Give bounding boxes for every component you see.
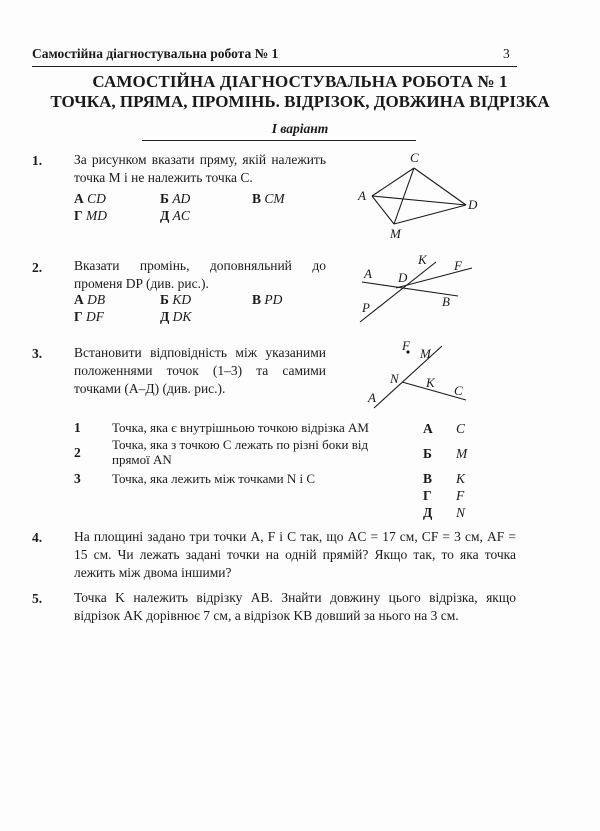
q3-left-text-3: Точка, яка лежить між точками N і C bbox=[112, 471, 316, 486]
q2-label-k: K bbox=[418, 252, 427, 267]
q1-option-c: В CM bbox=[252, 191, 285, 206]
q3-right-value-a: C bbox=[456, 421, 466, 436]
q3-right-letter-e: Д bbox=[423, 505, 433, 520]
q1-label-d: D bbox=[468, 197, 478, 212]
q3-label-c: C bbox=[454, 383, 463, 398]
q3-label-m: M bbox=[420, 346, 431, 361]
q3-number: 3. bbox=[32, 346, 43, 361]
q2-number: 2. bbox=[32, 260, 43, 275]
q2-figure-rays bbox=[352, 250, 482, 330]
q3-left-text-1: Точка, яка є внутрішньою точкою відрізка AM bbox=[112, 420, 369, 435]
q3-right-value-d: F bbox=[456, 488, 465, 503]
q3-right-value-c: K bbox=[456, 471, 466, 486]
page-title-line-1: САМОСТІЙНА ДІАГНОСТУВАЛЬНА РОБОТА № 1 bbox=[92, 72, 508, 91]
q3-right-letter-d: Г bbox=[423, 488, 432, 503]
q5-text: Точка K належить відрізку AB. Знайти довжину цього відрізка, якщо відрізок AK дорівнює 7 см, а відрізок KB довший за нього на 3 см. bbox=[74, 590, 516, 623]
q1-number: 1. bbox=[32, 153, 43, 168]
page-title-line-2: ТОЧКА, ПРЯМА, ПРОМІНЬ. ВІДРІЗОК, ДОВЖИНА ВІДРІЗКА bbox=[50, 92, 550, 111]
q1-line-cd bbox=[414, 168, 466, 205]
q1-line-md bbox=[394, 205, 466, 224]
q1-option-a: А CD bbox=[74, 191, 106, 206]
q1-option-d: Г MD bbox=[74, 208, 107, 223]
q3-left-number-2: 2 bbox=[74, 445, 81, 460]
q3-label-a: A bbox=[368, 390, 376, 405]
q1-text: За рисунком вказати пряму, якій належить точка M і не належить точка C. bbox=[74, 152, 326, 185]
q1-line-ac bbox=[372, 168, 414, 196]
q3-right-letter-b: Б bbox=[423, 446, 432, 461]
q1-line-ad bbox=[372, 196, 466, 205]
q2-label-f: F bbox=[454, 258, 462, 273]
q2-label-b: B bbox=[442, 294, 450, 309]
q3-figure-lines bbox=[362, 340, 482, 412]
q2-label-p: P bbox=[362, 300, 370, 315]
q1-line-am bbox=[372, 196, 394, 224]
page-number: 3 bbox=[503, 46, 510, 61]
q2-text: Вказати промінь, доповняльний до променя DP (див. рис.). bbox=[74, 258, 326, 291]
variant-heading: І варіант bbox=[271, 121, 329, 136]
q3-right-value-b: M bbox=[456, 446, 468, 461]
header-divider bbox=[32, 66, 517, 67]
q2-option-b: Б KD bbox=[160, 292, 192, 307]
q2-label-a: A bbox=[364, 266, 372, 281]
q3-right-value-e: N bbox=[456, 505, 466, 520]
q1-option-e: Д AC bbox=[160, 208, 190, 223]
variant-divider bbox=[142, 140, 416, 141]
q3-text: Встановити відповідність між указаними положеннями точок (1–3) та самими точками (А–Д) (див. рис.). bbox=[74, 345, 326, 396]
q2-label-d: D bbox=[398, 270, 408, 285]
q1-label-a: A bbox=[358, 188, 366, 203]
q3-left-number-3: 3 bbox=[74, 471, 81, 486]
q3-label-n: N bbox=[390, 371, 399, 386]
q3-right-letter-c: В bbox=[423, 471, 433, 486]
q2-option-a: А DB bbox=[74, 292, 106, 307]
q3-label-k: K bbox=[426, 375, 435, 390]
q4-text: На площині задано три точки A, F і C так, що AC = 17 см, CF = 3 см, AF = 15 см. Чи лежать задані точки на одній прямій? Якщо так, то яка точка лежить між двома іншими? bbox=[74, 529, 516, 580]
running-header-title: Самостійна діагностувальна робота № 1 bbox=[32, 46, 279, 61]
q5-number: 5. bbox=[32, 591, 43, 606]
q3-label-f: F bbox=[402, 338, 410, 353]
q1-label-c: C bbox=[410, 150, 419, 165]
q3-left-number-1: 1 bbox=[74, 420, 81, 435]
q2-option-d: Г DF bbox=[74, 309, 104, 324]
q3-right-letter-a: А bbox=[423, 421, 433, 436]
q1-label-m: M bbox=[390, 226, 401, 241]
q1-option-b: Б AD bbox=[160, 191, 191, 206]
q2-option-e: Д DK bbox=[160, 309, 192, 324]
q1-line-cm bbox=[394, 168, 414, 224]
q4-number: 4. bbox=[32, 530, 43, 545]
q2-option-c: В PD bbox=[252, 292, 283, 307]
q3-left-text-2: Точка, яка з точкою C лежать по різні боки від прямої AN bbox=[112, 437, 369, 467]
q1-figure-quadrilateral bbox=[350, 148, 520, 243]
